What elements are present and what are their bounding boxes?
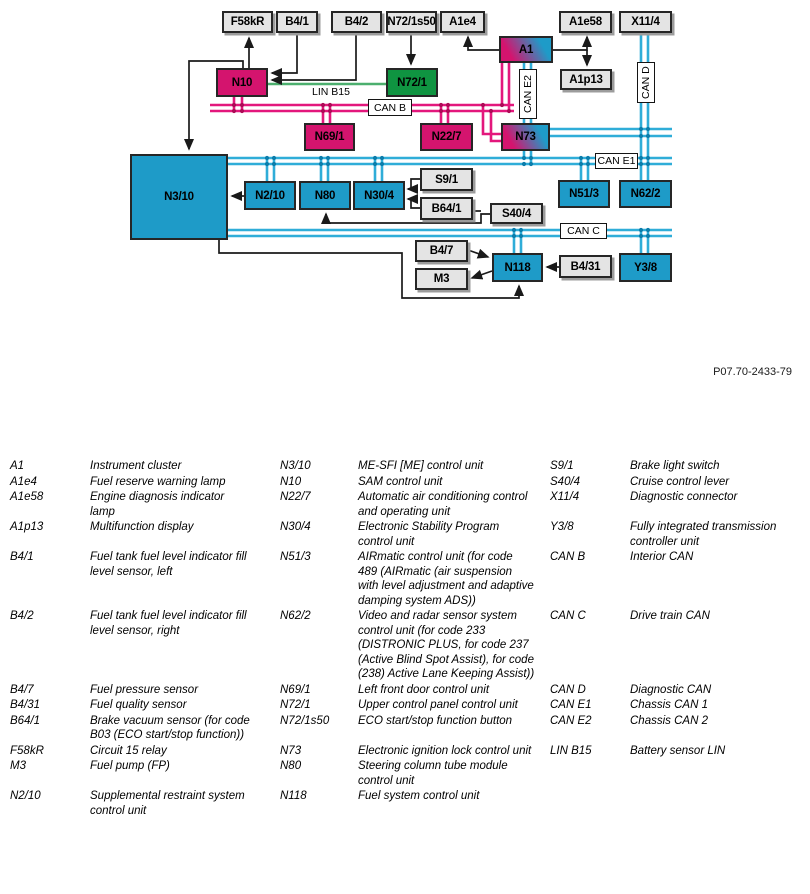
legend-code: X11/4 <box>550 491 580 503</box>
legend-code: B64/1 <box>10 714 41 727</box>
legend-desc: Fuel tank fuel level indicator fill level sensor, left <box>90 551 247 578</box>
node-S9-1: S9/1 <box>420 168 473 191</box>
legend-desc: Chassis CAN 1 <box>630 699 708 711</box>
legend-desc <box>630 759 800 789</box>
legend-code: N22/7 <box>280 491 311 503</box>
legend-code: N118 <box>280 790 307 802</box>
legend-code: N80 <box>280 760 302 772</box>
node-N62-2: N62/2 <box>619 180 672 208</box>
legend-desc: Fuel reserve warning lamp <box>90 475 226 488</box>
legend-desc: Brake light switch <box>630 460 720 472</box>
legend-code: N62/2 <box>280 610 311 622</box>
bus-label-can-d: CAN D <box>637 62 655 103</box>
bus-label-can-c: CAN C <box>560 223 607 239</box>
legend-desc: Diagnostic connector <box>630 491 738 503</box>
legend-row <box>10 520 800 550</box>
legend-desc: Fuel pressure sensor <box>90 683 199 696</box>
bus-label-can-b: CAN B <box>368 99 412 116</box>
bus-label-can-e1: CAN E1 <box>595 153 638 169</box>
legend-desc: Brake vacuum sensor (for code B03 (ECO start/stop function)) <box>90 714 250 741</box>
legend-desc: ME-SFI [ME] control unit <box>358 460 484 472</box>
wiring-diagram <box>0 0 810 440</box>
legend-row <box>10 459 800 475</box>
legend-code: B4/31 <box>10 699 41 711</box>
node-F58kR: F58kR <box>222 11 273 33</box>
legend-desc: Fully integrated transmission controller unit <box>630 521 777 548</box>
legend-desc: Drive train CAN <box>630 610 710 622</box>
legend-code: N2/10 <box>10 790 41 802</box>
legend-code: M3 <box>10 760 26 772</box>
legend-code: CAN C <box>550 610 586 622</box>
node-N3-10: N3/10 <box>130 154 228 240</box>
bus-label-lin-b15: LIN B15 <box>312 86 350 98</box>
node-N2-10: N2/10 <box>244 181 296 210</box>
legend-code: LIN B15 <box>550 744 592 757</box>
legend-desc: Cruise control lever <box>630 475 730 488</box>
legend-code: A1e4 <box>10 475 37 488</box>
legend-code: CAN D <box>550 683 586 696</box>
legend-desc: Multifunction display <box>90 521 194 533</box>
node-B4-31: B4/31 <box>559 255 612 278</box>
legend-desc <box>630 789 800 819</box>
node-Y3-8: Y3/8 <box>619 253 672 282</box>
node-A1: A1 <box>499 36 553 63</box>
legend-desc: Instrument cluster <box>90 460 182 472</box>
legend-row <box>10 744 800 760</box>
legend-code: N72/1 <box>280 699 311 711</box>
legend-code <box>550 759 630 789</box>
node-N73: N73 <box>501 123 550 151</box>
node-M3: M3 <box>415 268 468 290</box>
node-N69-1: N69/1 <box>304 123 355 151</box>
legend-table <box>10 459 800 819</box>
legend-code: A1e58 <box>10 491 44 503</box>
node-S40-4: S40/4 <box>490 203 543 224</box>
node-N10: N10 <box>216 68 268 97</box>
node-B4-7: B4/7 <box>415 240 468 262</box>
legend-desc: Fuel system control unit <box>358 790 480 802</box>
legend-desc: Video and radar sensor system control unit (for code 233 (DISTRONIC PLUS, for code 237 (Active Blind Spot Assist), for code (238) Active Lane Keeping Assist)) <box>358 610 535 680</box>
node-A1e58: A1e58 <box>559 11 612 33</box>
legend-desc: Circuit 15 relay <box>90 744 167 757</box>
legend-code: N3/10 <box>280 460 311 472</box>
legend-desc: Fuel pump (FP) <box>90 760 170 772</box>
legend-desc: Upper control panel control unit <box>358 699 518 711</box>
legend-desc: AIRmatic control unit (for code 489 (AIRmatic (air suspension with level adjustment and adaptive damping system ADS)) <box>358 551 534 607</box>
legend-code <box>550 789 630 819</box>
legend-row <box>10 550 800 609</box>
legend-desc: Interior CAN <box>630 551 694 563</box>
legend-desc: Electronic ignition lock control unit <box>358 744 532 757</box>
legend-row <box>10 789 800 819</box>
node-X11-4: X11/4 <box>619 11 672 33</box>
legend-desc: Engine diagnosis indicator lamp <box>90 491 225 518</box>
legend-code: CAN B <box>550 551 586 563</box>
node-N30-4: N30/4 <box>353 181 405 210</box>
figure-number: P07.70-2433-79 <box>713 366 792 378</box>
legend-code: CAN E1 <box>550 699 592 711</box>
node-B64-1: B64/1 <box>420 197 473 220</box>
legend-code: B4/7 <box>10 683 34 696</box>
wiring-lines <box>0 0 810 440</box>
node-B4-2: B4/2 <box>331 11 382 33</box>
legend-code: Y3/8 <box>550 521 574 533</box>
legend-code: B4/2 <box>10 610 34 622</box>
legend-desc: Automatic air conditioning control and operating unit <box>358 491 528 518</box>
node-B4-1: B4/1 <box>276 11 318 33</box>
legend-row <box>10 714 800 744</box>
legend-code: CAN E2 <box>550 714 592 727</box>
node-N72-1: N72/1 <box>386 68 438 97</box>
legend-row <box>10 683 800 699</box>
legend-desc: Left front door control unit <box>358 683 490 696</box>
legend-desc: Chassis CAN 2 <box>630 714 708 727</box>
legend-code: B4/1 <box>10 551 34 563</box>
legend-row <box>10 609 800 683</box>
legend-code: S40/4 <box>550 475 581 488</box>
legend-code: N30/4 <box>280 521 311 533</box>
legend-row <box>10 475 800 491</box>
legend-desc: ECO start/stop function button <box>358 714 513 727</box>
legend-code: N51/3 <box>280 551 311 563</box>
legend-desc: SAM control unit <box>358 475 443 488</box>
legend-code: F58kR <box>10 744 44 757</box>
legend-row <box>10 759 800 789</box>
legend-code: N73 <box>280 744 302 757</box>
node-A1p13: A1p13 <box>560 69 612 90</box>
legend-code: N69/1 <box>280 683 311 696</box>
node-N118: N118 <box>492 253 543 282</box>
node-N80: N80 <box>299 181 351 210</box>
legend-desc: Diagnostic CAN <box>630 683 712 696</box>
node-N51-3: N51/3 <box>558 180 610 208</box>
bus-label-can-e2: CAN E2 <box>519 69 537 119</box>
legend-desc: Supplemental restraint system control unit <box>90 790 245 817</box>
node-A1e4: A1e4 <box>440 11 485 33</box>
legend-desc: Fuel quality sensor <box>90 699 187 711</box>
legend-desc: Fuel tank fuel level indicator fill level sensor, right <box>90 610 247 637</box>
legend-row <box>10 490 800 520</box>
legend-code: S9/1 <box>550 460 574 472</box>
legend-code: A1p13 <box>10 521 44 533</box>
legend-code: N72/1s50 <box>280 714 330 727</box>
legend-desc: Battery sensor LIN <box>630 744 726 757</box>
legend-desc: Electronic Stability Program control unit <box>358 521 500 548</box>
legend-row <box>10 698 800 714</box>
node-N22-7: N22/7 <box>420 123 473 151</box>
legend-code: A1 <box>10 460 25 472</box>
legend-code: N10 <box>280 475 302 488</box>
legend-desc: Steering column tube module control unit <box>358 760 508 787</box>
node-N72-1s50: N72/1s50 <box>386 11 437 33</box>
